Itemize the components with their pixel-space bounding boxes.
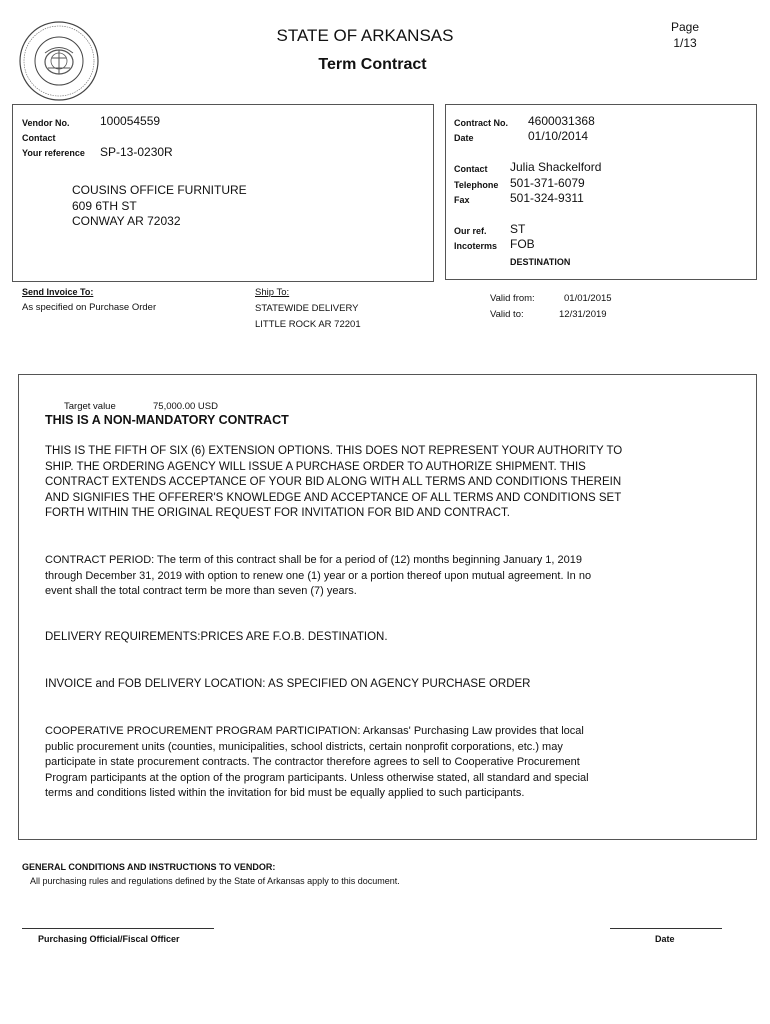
paragraph-line: CONTRACT PERIOD: The term of this contract shall be for a period of (12) months beginning January 1, 2019 [45,554,583,566]
non-mandatory-heading: THIS IS A NON-MANDATORY CONTRACT [45,413,289,427]
document-title: STATE OF ARKANSAS [276,26,454,45]
fax-label: Fax [454,195,470,205]
contract-date-label: Date [454,133,474,143]
paragraph-line: AND SIGNIFIES THE OFFERER'S KNOWLEDGE AND ACCEPTANCE OF ALL TERMS AND CONDITIONS SET [45,491,622,504]
official-signature-label: Purchasing Official/Fiscal Officer [38,934,180,944]
send-invoice-value: As specified on Purchase Order [22,302,157,313]
general-conditions-heading: GENERAL CONDITIONS AND INSTRUCTIONS TO VENDOR: [22,862,276,872]
ship-to-line2: LITTLE ROCK AR 72201 [255,319,361,330]
our-ref: ST [510,222,526,236]
paragraph-line: THIS IS THE FIFTH OF SIX (6) EXTENSION OPTIONS. THIS DOES NOT REPRESENT YOUR AUTHORITY TO [45,445,623,457]
valid-to: 12/31/2019 [559,309,607,320]
incoterms: FOB [510,237,535,251]
date-signature-line [610,928,722,929]
vendor-city: CONWAY AR 72032 [72,214,181,228]
incoterms-label: Incoterms [454,241,498,251]
your-reference: SP-13-0230R [100,145,173,159]
paragraph-line: through December 31, 2019 with option to renew one (1) year or a portion thereof upon mutual agreement. In no [45,569,592,582]
vendor-street: 609 6TH ST [72,199,137,213]
paragraph-line: DELIVERY REQUIREMENTS:PRICES ARE F.O.B. DESTINATION. [45,631,388,643]
paragraph-line: FORTH WITHIN THE ORIGINAL REQUEST FOR INVITATION FOR BID AND CONTRACT. [45,507,510,519]
general-conditions-text: All purchasing rules and regulations defined by the State of Arkansas apply to this document. [30,876,400,886]
send-invoice-label: Send Invoice To: [22,287,94,297]
paragraph-contract-period [45,553,591,600]
ship-to-line1: STATEWIDE DELIVERY [255,303,359,314]
destination: DESTINATION [510,257,571,267]
your-reference-label: Your reference [22,148,85,158]
paragraph-line: event shall the total contract term be more than seven (7) years. [45,585,357,597]
our-ref-label: Our ref. [454,226,487,236]
ship-to-label: Ship To: [255,287,290,298]
vendor-contact-label: Contact [22,133,56,143]
contract-no: 4600031368 [528,114,595,128]
date-signature-label: Date [655,934,675,944]
contract-box [445,104,757,280]
vendor-no-label: Vendor No. [22,118,70,128]
vendor-no: 100054559 [100,114,161,128]
paragraph-line: participate in state procurement contracts. The contractor therefore agrees to sell to Cooperative Procurement [45,756,580,768]
valid-from-label: Valid from: [490,293,535,304]
paragraph-line: COOPERATIVE PROCUREMENT PROGRAM PARTICIPATION: Arkansas' Purchasing Law provides that local [45,725,584,737]
document-subtitle: Term Contract [318,56,427,73]
fax: 501-324-9311 [510,191,584,205]
paragraph-line: public procurement units (counties, municipalities, school districts, certain nonprofit corporations, etc.) may [45,740,563,753]
contact-label: Contact [454,164,488,174]
telephone: 501-371-6079 [510,176,585,190]
contact-name: Julia Shackelford [510,160,602,174]
paragraph-line: INVOICE and FOB DELIVERY LOCATION: AS SPECIFIED ON AGENCY PURCHASE ORDER [45,678,531,690]
target-value: 75,000.00 USD [153,401,218,412]
contract-no-label: Contract No. [454,118,508,128]
page-number: 1/13 [673,36,697,50]
page-label: Page [670,20,700,34]
paragraph-line: SHIP. THE ORDERING AGENCY WILL ISSUE A PURCHASE ORDER TO AUTHORIZE SHIPMENT. THIS [45,460,586,473]
paragraph-line: Program participants at the option of the program participants. Unless otherwise stated, all standard and special [45,771,589,784]
paragraph-delivery [45,630,388,646]
valid-to-label: Valid to: [490,309,524,320]
paragraph-line: terms and conditions listed within the invitation for bid must be equally applied to such participants. [45,787,525,799]
contract-date: 01/10/2014 [528,129,589,143]
target-value-label: Target value [64,401,116,412]
paragraph-invoice-fob [45,677,530,693]
vendor-name: COUSINS OFFICE FURNITURE [72,183,247,197]
paragraph-line: CONTRACT EXTENDS ACCEPTANCE OF YOUR BID ALONG WITH ALL TERMS AND CONDITIONS THEREIN [45,476,622,488]
paragraph-cooperative [45,724,589,802]
paragraph-extension [45,444,622,522]
valid-from: 01/01/2015 [564,293,612,304]
official-signature-line [22,928,214,929]
telephone-label: Telephone [454,180,499,190]
